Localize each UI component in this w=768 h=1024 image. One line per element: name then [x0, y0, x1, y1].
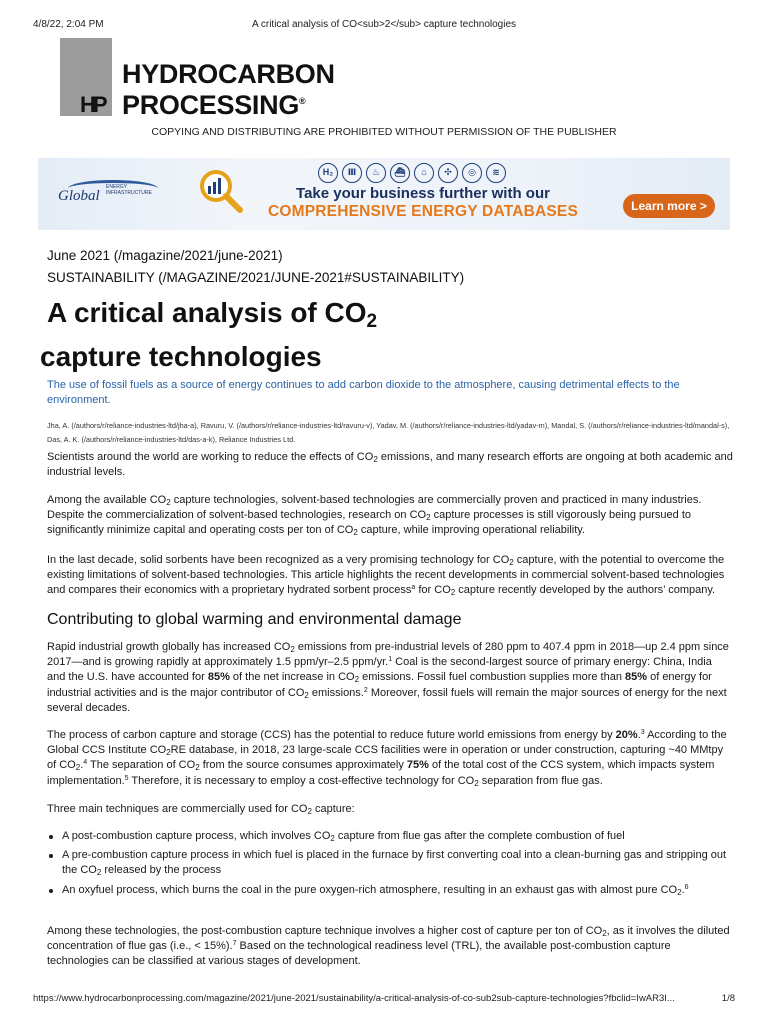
page-number: 1/8	[721, 993, 735, 1004]
copyright-notice: COPYING AND DISTRIBUTING ARE PROHIBITED WITHOUT PERMISSION OF THE PUBLISHER	[151, 126, 617, 138]
paragraph: Among these technologies, the post-combustion capture technique involves a higher cost of capture per ton of $CO_2$, as it involves the diluted concentration of flue gas (i.e., < 15%).$^7$ Based on the technological readiness level (TRL), the available post-combustion capture technologies can be classified at various stages of development.	[47, 925, 730, 968]
list-item: A post-combustion capture process, which involves $CO_2$ capture from flue gas after the complete combustion of fuel	[47, 829, 733, 844]
page-url: https://www.hydrocarbonprocessing.com/magazine/2021/june-2021/sustainability/a-critical-analysis-of-co-sub2sub-capture-technologies?fbclid=IwAR3I...	[33, 993, 675, 1004]
capture-techniques-list	[47, 829, 733, 902]
list-item: A pre-combustion capture process in which fuel is placed in the furnace by first converting coal into a clean-burning gas and stripping out the $CO_2$ released by the process	[47, 848, 733, 878]
print-header	[0, 0, 768, 40]
banner-headline: COMPREHENSIVE ENERGY DATABASES	[267, 203, 579, 220]
refinery-icon: ⌂	[414, 163, 434, 183]
ship-icon: ⛴	[390, 163, 410, 183]
logo-sub: ENERGY INFRASTRUCTURE	[106, 184, 152, 196]
sector-icons	[318, 163, 506, 185]
print-date: 4/8/22, 2:04 PM	[33, 19, 104, 30]
paragraph: Scientists around the world are working to reduce the effects of $CO_2$ emissions, and many research efforts are ongoing at both academic and industrial levels.	[47, 451, 733, 479]
publication-logo[interactable]	[60, 38, 350, 120]
paragraph: The process of carbon capture and storage (CCS) has the potential to reduce future world emissions from energy by 20%.$^3$ According to the Global CCS Institute $CO_2RE$ database, in 2018, 23 large-scale CCS facilities were in operation or under construction, capturing ~40 MMtpy of $CO_2.^4$ The separation of $CO_2$ from the source consumes approximately 75% of the total cost of the CCS system, which impacts system implementation.$^5$ Therefore, it is necessary to employ a cost-effective technology for $CO_2$ separation from flue gas.	[47, 729, 727, 788]
learn-more-button[interactable]: Learn more >	[623, 194, 715, 218]
logo-line-2: PROCESSING®	[122, 90, 306, 120]
gauge-icon: ◎	[462, 163, 482, 183]
wave-icon: ≋	[486, 163, 506, 183]
advertisement-banner[interactable]	[38, 158, 730, 230]
global-energy-logo	[58, 180, 168, 210]
paragraph: Among the available $CO_2$ capture technologies, solvent-based technologies are commercially proven and practiced in many industries. Despite the commercialization of solvent-based technologies, research on $CO_2$ capture processes is still vigorously being pursued to significantly minimize capital and operating costs per ton of $CO_2$ capture, while improving operational reliability.	[47, 494, 702, 538]
author-list[interactable]: Jha, A. (/authors/r/reliance-industries-ltd/jha-a), Ravuru, V. (/authors/r/reliance-industries-ltd/ravuru-v), Yadav, M. (/authors/r/reliance-industries-ltd/yadav-m), Mandal, S. (/authors/r/reliance-industries-ltd/mandal-s), Das, A. K. (/authors/r/reliance-industries-ltd/das-a-k), Reliance Industries Ltd.	[47, 421, 730, 444]
h2-icon: H₂	[318, 163, 338, 183]
registered-mark: ®	[299, 96, 306, 106]
paragraph: In the last decade, solid sorbents have been recognized as a very promising technology for $CO_2$ capture, with the potential to overcome the existing limitations of solvent-based technologies. This article highlights the recent developments in commercial solvent-based technologies and compares their economics with a proprietary hydrated sorbent process$^a$ for $CO_2$ capture recently developed by the authors’ company.	[47, 554, 725, 598]
magnifier-chart-icon	[196, 166, 244, 214]
logo-mark: HP	[80, 92, 105, 117]
logo-wordmark	[122, 61, 335, 119]
banner-tagline: Take your business further with our	[296, 185, 550, 202]
list-item: An oxyfuel process, which burns the coal in the pure oxygen-rich atmosphere, resulting in an exhaust gas with almost pure $CO_2.^6$	[47, 883, 733, 898]
logo-word: Global	[58, 188, 100, 204]
issue-date-link[interactable]: June 2021 (/magazine/2021/june-2021)	[47, 248, 283, 263]
print-doc-title: A critical analysis of CO<sub>2</sub> capture technologies	[251, 19, 517, 30]
article-lead: The use of fossil fuels as a source of energy continues to add carbon dioxide to the atmosphere, causing detrimental effects to the environment.	[47, 379, 680, 406]
section-link[interactable]: SUSTAINABILITY (/MAGAZINE/2021/JUNE-2021#SUSTAINABILITY)	[47, 270, 465, 285]
turbine-icon: ✣	[438, 163, 458, 183]
paragraph: Rapid industrial growth globally has increased $CO_2$ emissions from pre-industrial levels of 280 ppm to 407.4 ppm in 2018—up 2.4 ppm since 2017—and is growing rapidly at approximately 1.5 ppm/yr–2.5 ppm/yr.$^1$ Coal is the second-largest source of primary energy: China, India and the U.S. have accounted for 85% of the net increase in $CO_2$ emissions. Fossil fuel combustion supplies more than 85% of energy for industrial activities and is the major contributor of $CO_2$ emissions.$^2$ Moreover, fossil fuels will remain the major sources of energy for the next several decades.	[47, 641, 729, 714]
section-heading: Contributing to global warming and environmental damage	[47, 611, 462, 628]
fuel-icon: Ⅲ	[342, 163, 362, 183]
logo-line-1: HYDROCARBON	[122, 59, 335, 89]
paragraph: Three main techniques are commercially used for $CO_2$ capture:	[47, 803, 355, 816]
flame-icon: ♨	[366, 163, 386, 183]
article-title: A critical analysis of $CO_2$ capture technologies	[40, 297, 378, 372]
